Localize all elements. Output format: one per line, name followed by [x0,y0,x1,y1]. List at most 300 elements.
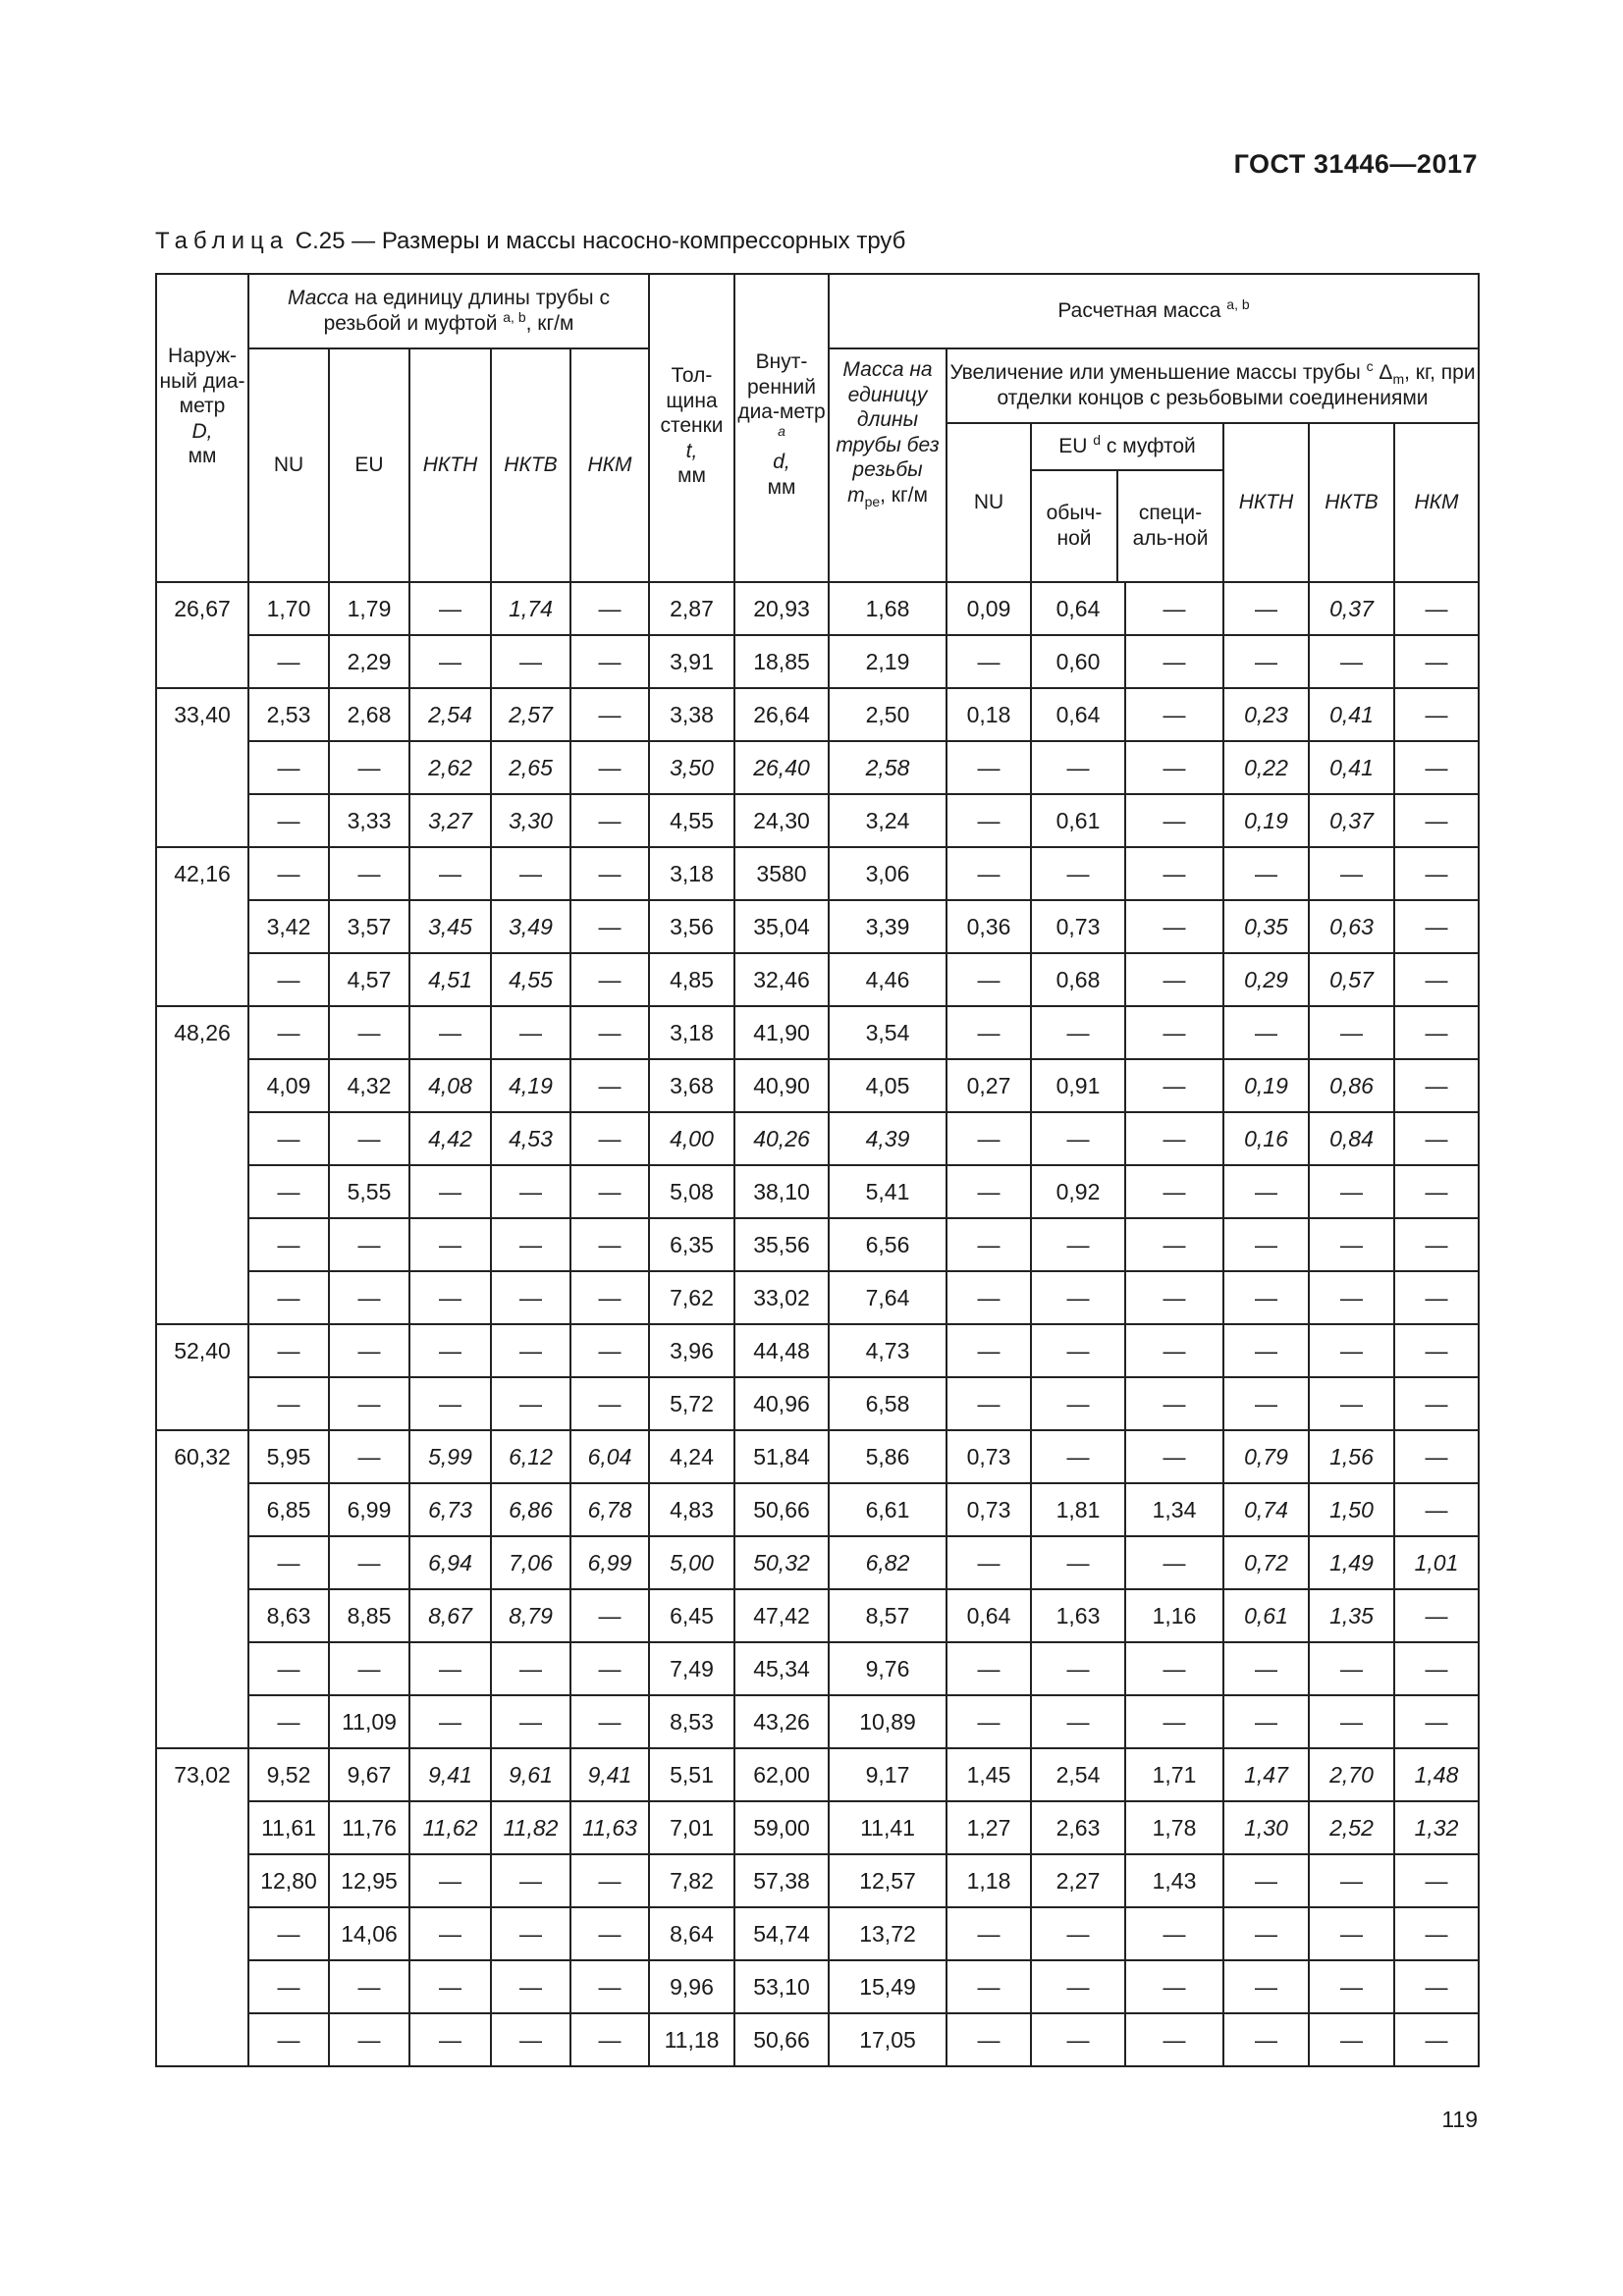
table-cell: — [248,1324,329,1377]
table-cell: 0,73 [947,1483,1031,1536]
table-cell: 9,76 [829,1642,947,1695]
table-cell: — [1394,1218,1479,1271]
table-cell: — [329,1430,409,1483]
table-cell: — [570,953,649,1006]
table-cell: 0,27 [947,1059,1031,1112]
outer-diameter-label: Наруж-ный диа-метр [159,345,245,418]
caption-prefix: Таблица [155,228,290,254]
table-cell: — [1309,1165,1394,1218]
table-cell: 1,47 [1223,1748,1309,1801]
plain-mass-subscript: pe [864,494,881,510]
table-cell: 2,68 [329,688,409,741]
plain-mass-unit: , кг/м [880,484,928,507]
table-cell: 6,58 [829,1377,947,1430]
table-cell: — [570,1218,649,1271]
table-cell: — [1309,1218,1394,1271]
table-cell: 50,32 [734,1536,829,1589]
table-cell: 62,00 [734,1748,829,1801]
table-cell: 0,35 [1223,900,1309,953]
table-cell: — [947,1324,1031,1377]
table-cell: — [491,1324,570,1377]
table-cell: 1,16 [1125,1589,1223,1642]
table-cell: — [1394,847,1479,900]
caption-text: — Размеры и массы насосно-компрессорных труб [352,228,906,254]
table-cell: 1,43 [1125,1854,1223,1907]
table-cell: 12,57 [829,1854,947,1907]
outer-diameter-cell: 73,02 [156,1748,248,2066]
table-caption [155,228,905,255]
table-cell: — [248,1907,329,1960]
table-cell: 2,52 [1309,1801,1394,1854]
table-cell: 5,08 [649,1165,734,1218]
table-cell: — [329,1218,409,1271]
table-cell: — [570,1165,649,1218]
header-wall-thickness [649,274,734,582]
table-cell: 2,87 [649,582,734,635]
table-cell: 0,37 [1309,582,1394,635]
table-cell: 6,99 [570,1536,649,1589]
table-cell: — [947,1907,1031,1960]
table-cell: — [1394,635,1479,688]
table-cell: 2,57 [491,688,570,741]
table-cell: 1,35 [1309,1589,1394,1642]
table-cell: 40,96 [734,1377,829,1430]
table-cell: — [1125,953,1223,1006]
table-cell: 4,32 [329,1059,409,1112]
table-cell: 3580 [734,847,829,900]
table-cell: — [1125,1430,1223,1483]
table-cell: 18,85 [734,635,829,688]
table-cell: — [491,1960,570,2013]
table-cell: — [1394,794,1479,847]
table-cell: 3,33 [329,794,409,847]
table-cell: 6,82 [829,1536,947,1589]
table-cell: 0,73 [947,1430,1031,1483]
table-cell: — [1223,847,1309,900]
table-cell: — [1394,582,1479,635]
mass-group-footnote: a, b [503,309,526,325]
table-cell: 0,63 [1309,900,1394,953]
table-cell: 6,78 [570,1483,649,1536]
table-cell: — [570,794,649,847]
table-row [156,1271,1479,1324]
header-col-nktv: НКТВ [491,348,570,582]
table-cell: 0,09 [947,582,1031,635]
table-cell: — [248,1377,329,1430]
eu-special-label: специ-аль-ной [1132,502,1209,550]
table-cell: 15,49 [829,1960,947,2013]
table-cell: 1,79 [329,582,409,635]
header-change-nkm: НКМ [1394,423,1479,582]
table-cell: — [248,847,329,900]
table-cell: 4,09 [248,1059,329,1112]
table-cell: — [1309,1642,1394,1695]
table-cell: — [570,2013,649,2066]
table-cell: — [1223,2013,1309,2066]
document-code: ГОСТ 31446—2017 [1233,149,1478,179]
table-cell: — [1223,1695,1309,1748]
table-cell: 7,62 [649,1271,734,1324]
table-cell: 50,66 [734,2013,829,2066]
header-change-nu: NU [947,423,1031,582]
table-cell: — [1125,688,1223,741]
table-cell: — [570,847,649,900]
table-cell: — [248,741,329,794]
change-subscript: m [1392,371,1405,388]
table-cell: — [248,1218,329,1271]
table-cell: 4,08 [409,1059,491,1112]
table-cell: — [947,1695,1031,1748]
table-cell: 59,00 [734,1801,829,1854]
table-cell: — [329,1377,409,1430]
table-cell: 3,24 [829,794,947,847]
table-cell: — [1223,1960,1309,2013]
table-cell: 11,61 [248,1801,329,1854]
table-cell: — [570,1059,649,1112]
table-cell: 0,64 [947,1589,1031,1642]
table-cell: 4,57 [329,953,409,1006]
table-row [156,1430,1479,1483]
table-cell: — [1125,1006,1223,1059]
table-cell: — [248,1112,329,1165]
table-row [156,2013,1479,2066]
table-cell: 41,90 [734,1006,829,1059]
table-cell: — [1394,1377,1479,1430]
table-cell: — [1125,847,1223,900]
table-cell: — [409,635,491,688]
table-cell: — [248,794,329,847]
table-cell: — [1125,1112,1223,1165]
table-cell: 9,41 [409,1748,491,1801]
table-row [156,582,1479,635]
table-cell: — [947,1536,1031,1589]
table-cell: 5,00 [649,1536,734,1589]
table-cell: — [409,1218,491,1271]
table-cell: 43,26 [734,1695,829,1748]
table-cell: — [947,1642,1031,1695]
table-cell: 6,04 [570,1430,649,1483]
table-cell: — [1125,1960,1223,2013]
mass-group-unit: , кг/м [525,312,574,335]
outer-diameter-cell: 33,40 [156,688,248,847]
table-cell: — [248,1006,329,1059]
table-cell: — [248,2013,329,2066]
table-row [156,635,1479,688]
table-cell: — [248,1960,329,2013]
table-cell: 0,18 [947,688,1031,741]
mass-group-text: на единицу длины трубы с резьбой и муфтой [323,287,610,335]
change-rest: , кг, при отделки концов с резьбовыми соединениями [997,361,1476,409]
table-cell: — [248,1165,329,1218]
table-cell: 11,82 [491,1801,570,1854]
table-cell: 4,24 [649,1430,734,1483]
table-cell: — [570,1377,649,1430]
table-cell: 0,60 [1031,635,1125,688]
table-cell: 12,80 [248,1854,329,1907]
table-cell: 0,64 [1031,688,1125,741]
table-cell: 5,72 [649,1377,734,1430]
table-cell: — [248,635,329,688]
page-number: 119 [1441,2107,1478,2132]
table-cell: — [570,900,649,953]
table-cell: 4,51 [409,953,491,1006]
table-cell: 2,54 [1031,1748,1125,1801]
table-cell: 57,38 [734,1854,829,1907]
table-cell: 54,74 [734,1907,829,1960]
table-cell: — [947,953,1031,1006]
table-cell: 0,79 [1223,1430,1309,1483]
table-cell: 1,56 [1309,1430,1394,1483]
table-cell: 8,64 [649,1907,734,1960]
table-cell: — [409,1324,491,1377]
table-cell: 13,72 [829,1907,947,1960]
table-cell: 0,16 [1223,1112,1309,1165]
table-cell: — [570,1695,649,1748]
table-cell: — [1394,1695,1479,1748]
table-cell: — [1394,741,1479,794]
table-cell: 6,86 [491,1483,570,1536]
table-cell: 1,48 [1394,1748,1479,1801]
table-cell: 3,50 [649,741,734,794]
table-cell: 3,56 [649,900,734,953]
wall-symbol: t, [685,439,698,462]
table-cell: — [409,582,491,635]
table-cell: — [1125,1907,1223,1960]
eu-group-title [1032,424,1222,471]
table-cell: 0,91 [1031,1059,1125,1112]
table-cell: 1,01 [1394,1536,1479,1589]
table-cell: — [409,1165,491,1218]
table-cell: 1,30 [1223,1801,1309,1854]
table-cell: 6,85 [248,1483,329,1536]
table-cell: 0,92 [1031,1165,1125,1218]
table-cell: 0,36 [947,900,1031,953]
table-cell: — [491,847,570,900]
table-cell: 1,71 [1125,1748,1223,1801]
table-row [156,794,1479,847]
plain-mass-symbol: m [847,484,865,507]
table-cell: — [947,1112,1031,1165]
table-cell: — [1394,2013,1479,2066]
table-cell: — [1394,688,1479,741]
table-cell: 1,78 [1125,1801,1223,1854]
table-cell: 0,19 [1223,1059,1309,1112]
pipe-dimensions-table [155,273,1480,2067]
table-cell: — [570,1271,649,1324]
table-cell: 11,76 [329,1801,409,1854]
table-cell: 0,68 [1031,953,1125,1006]
table-cell: — [1309,1377,1394,1430]
table-cell: 8,67 [409,1589,491,1642]
table-cell: 8,57 [829,1589,947,1642]
table-cell: — [409,1907,491,1960]
table-cell: 1,81 [1031,1483,1125,1536]
table-cell: — [329,1642,409,1695]
table-cell: 5,99 [409,1430,491,1483]
table-cell: — [248,1536,329,1589]
table-row [156,1059,1479,1112]
table-cell: — [947,2013,1031,2066]
wall-label: Тол-щина стенки [660,364,724,438]
table-cell: — [1125,1536,1223,1589]
table-cell: 0,37 [1309,794,1394,847]
table-cell: — [1309,1907,1394,1960]
table-cell: 4,42 [409,1112,491,1165]
table-cell: — [1394,1165,1479,1218]
table-cell: 0,61 [1223,1589,1309,1642]
table-cell: 7,01 [649,1801,734,1854]
table-row [156,1377,1479,1430]
table-cell: 3,38 [649,688,734,741]
table-cell: 3,91 [649,635,734,688]
table-cell: 44,48 [734,1324,829,1377]
table-cell: 4,05 [829,1059,947,1112]
eu-group-label: EU [1058,435,1094,457]
table-cell: — [409,2013,491,2066]
table-cell: — [1223,1854,1309,1907]
table-cell: — [491,635,570,688]
table-cell: 35,56 [734,1218,829,1271]
table-cell: 5,55 [329,1165,409,1218]
table-cell: 3,18 [649,1006,734,1059]
calc-group-label: Расчетная масса [1057,299,1227,323]
table-cell: 0,61 [1031,794,1125,847]
inner-footnote: a [778,422,785,439]
table-cell: — [1125,582,1223,635]
outer-diameter-cell: 52,40 [156,1324,248,1430]
header-change-group [947,348,1479,423]
calc-group-footnote: a, b [1226,296,1250,313]
table-cell: — [409,1695,491,1748]
table-cell: 0,19 [1223,794,1309,847]
table-cell: 17,05 [829,2013,947,2066]
table-cell: 7,49 [649,1642,734,1695]
header-inner-diameter [734,274,829,582]
table-cell: — [1223,1907,1309,1960]
table-cell: — [570,1112,649,1165]
eu-group-rest: с муфтой [1101,435,1196,457]
header-col-nktn: НКТН [409,348,491,582]
table-cell: 3,39 [829,900,947,953]
table-cell: — [1394,1112,1479,1165]
table-cell: 5,41 [829,1165,947,1218]
table-cell: — [1125,741,1223,794]
table-cell: 0,74 [1223,1483,1309,1536]
table-cell: — [1125,794,1223,847]
table-cell: 9,17 [829,1748,947,1801]
table-cell: — [1223,582,1309,635]
table-cell: — [409,1854,491,1907]
table-cell: — [1394,1483,1479,1536]
table-cell: — [1031,1695,1125,1748]
table-row [156,847,1479,900]
table-cell: 2,27 [1031,1854,1125,1907]
table-cell: 4,00 [649,1112,734,1165]
table-cell: 1,27 [947,1801,1031,1854]
table-cell: 2,19 [829,635,947,688]
table-cell: 4,55 [491,953,570,1006]
table-cell: 11,09 [329,1695,409,1748]
table-cell: — [1394,1854,1479,1907]
table-cell: — [1125,1271,1223,1324]
plain-mass-label: Масса на единицу длины трубы без резьбы [836,358,940,482]
table-body [156,582,1479,2066]
caption-number: С.25 [295,228,346,254]
table-cell: — [1223,1324,1309,1377]
table-cell: 4,19 [491,1059,570,1112]
table-cell: — [570,1854,649,1907]
table-cell: 1,32 [1394,1801,1479,1854]
table-cell: — [1223,1165,1309,1218]
table-cell: — [1031,1907,1125,1960]
table-cell: — [1394,1430,1479,1483]
table-cell: 11,18 [649,2013,734,2066]
table-cell: 6,94 [409,1536,491,1589]
table-cell: — [1309,1006,1394,1059]
table-cell: 1,68 [829,582,947,635]
table-cell: — [1223,1006,1309,1059]
table-cell: — [947,635,1031,688]
header-mass-group [248,274,649,348]
table-cell: — [1125,1165,1223,1218]
table-cell: 9,67 [329,1748,409,1801]
table-cell: — [409,1377,491,1430]
table-cell: — [491,1695,570,1748]
table-cell: 3,18 [649,847,734,900]
table-cell: — [947,1218,1031,1271]
table-cell: — [409,1960,491,2013]
header-change-nktv: НКТВ [1309,423,1394,582]
table-cell: — [1125,900,1223,953]
table-cell: — [947,1960,1031,2013]
table-cell: 4,53 [491,1112,570,1165]
table-cell: — [491,1854,570,1907]
table-cell: 5,51 [649,1748,734,1801]
table-cell: 6,99 [329,1483,409,1536]
table-cell: 6,12 [491,1430,570,1483]
table-cell: — [1031,1218,1125,1271]
table-row [156,1536,1479,1589]
table-row [156,1748,1479,1801]
table-row [156,741,1479,794]
table-cell: — [329,847,409,900]
table-row [156,900,1479,953]
table-row [156,1006,1479,1059]
table-cell: 2,63 [1031,1801,1125,1854]
table-cell: 0,41 [1309,741,1394,794]
table-cell: 3,30 [491,794,570,847]
table-cell: — [1125,1695,1223,1748]
table-cell: — [1309,1695,1394,1748]
table-cell: — [409,1006,491,1059]
table-cell: — [491,1006,570,1059]
table-cell: — [947,794,1031,847]
table-cell: 4,73 [829,1324,947,1377]
table-cell: — [1394,1324,1479,1377]
table-cell: — [329,741,409,794]
table-cell: — [1223,1271,1309,1324]
table-cell: 6,56 [829,1218,947,1271]
table-cell: 3,49 [491,900,570,953]
table-cell: 26,64 [734,688,829,741]
table-cell: — [570,688,649,741]
table-cell: 40,90 [734,1059,829,1112]
table-cell: — [570,1907,649,1960]
table-row [156,953,1479,1006]
table-cell: — [1309,1960,1394,2013]
table-cell: — [1309,635,1394,688]
table-cell: 9,96 [649,1960,734,2013]
